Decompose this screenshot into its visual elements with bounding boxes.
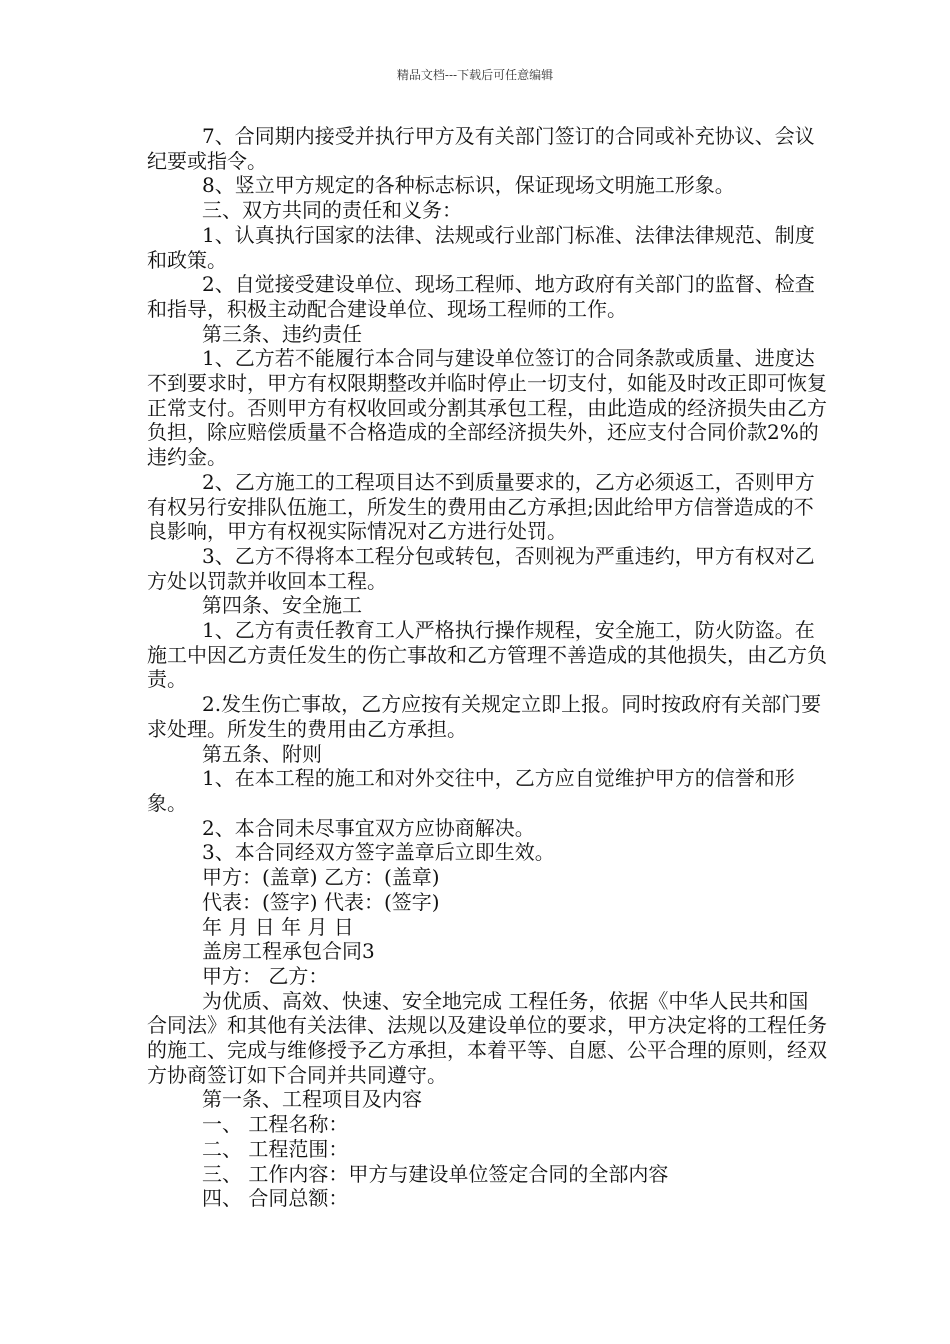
paragraph: 1、在本工程的施工和对外交往中，乙方应自觉维护甲方的信誉和形象。 bbox=[147, 766, 795, 815]
date-line: 年 月 日 年 月 日 bbox=[202, 914, 354, 939]
list-item: 一、 工程名称： bbox=[202, 1112, 349, 1137]
document-body bbox=[147, 124, 827, 1211]
paragraph: 8、竖立甲方规定的各种标志标识，保证现场文明施工形象。 bbox=[202, 173, 735, 198]
section-heading: 第五条、附则 bbox=[202, 741, 322, 766]
section-heading: 第四条、安全施工 bbox=[202, 593, 362, 618]
parties-line: 甲方： 乙方： bbox=[202, 963, 329, 988]
paragraph: 2、乙方施工的工程项目达不到质量要求的，乙方必须返工，否则甲方有权另行安排队伍施工，所发生的费用由乙方承担;因此给甲方信誉造成的不良影响，甲方有权视实际情况对乙方进行处罚。 bbox=[147, 469, 815, 544]
section-heading: 第一条、工程项目及内容 bbox=[202, 1087, 422, 1112]
signature-line: 代表：(签字) 代表：(签字) bbox=[202, 889, 440, 914]
paragraph: 2、本合同未尽事宜双方应协商解决。 bbox=[202, 815, 535, 840]
signature-line: 甲方：(盖章) 乙方：(盖章) bbox=[202, 865, 440, 890]
paragraph: 2、自觉接受建设单位、现场工程师、地方政府有关部门的监督、检查和指导，积极主动配合建设单位、现场工程师的工作。 bbox=[147, 272, 815, 321]
contract-title: 盖房工程承包合同3 bbox=[202, 939, 375, 964]
paragraph: 1、乙方若不能履行本合同与建设单位签订的合同条款或质量、进度达不到要求时，甲方有权限期整改并临时停止一切支付，如能及时改正即可恢复正常支付。否则甲方有权收回或分割其承包工程，由此造成的经济损失由乙方负担，除应赔偿质量不合格造成的全部经济损失外，还应支付合同价款2%的违约金。 bbox=[147, 346, 827, 470]
section-heading: 第三条、违约责任 bbox=[202, 321, 362, 346]
paragraph: 7、合同期内接受并执行甲方及有关部门签订的合同或补充协议、会议纪要或指令。 bbox=[147, 124, 815, 173]
list-item: 三、 工作内容：甲方与建设单位签定合同的全部内容 bbox=[202, 1161, 669, 1186]
paragraph: 3、本合同经双方签字盖章后立即生效。 bbox=[202, 840, 555, 865]
paragraph: 2.发生伤亡事故，乙方应按有关规定立即上报。同时按政府有关部门要求处理。所发生的费用由乙方承担。 bbox=[147, 692, 822, 741]
list-item: 二、 工程范围： bbox=[202, 1136, 349, 1161]
section-heading: 三、双方共同的责任和义务： bbox=[202, 198, 462, 223]
list-item: 四、 合同总额： bbox=[202, 1186, 349, 1211]
paragraph: 1、乙方有责任教育工人严格执行操作规程，安全施工，防火防盗。在施工中因乙方责任发生的伤亡事故和乙方管理不善造成的其他损失，由乙方负责。 bbox=[147, 618, 827, 692]
page-header: 精品文档---下载后可任意编辑 bbox=[396, 68, 554, 82]
paragraph: 3、乙方不得将本工程分包或转包，否则视为严重违约，甲方有权对乙方处以罚款并收回本工程。 bbox=[147, 543, 815, 593]
paragraph: 1、认真执行国家的法律、法规或行业部门标准、法律法律规范、制度和政策。 bbox=[147, 222, 815, 272]
paragraph: 为优质、高效、快速、安全地完成 工程任务，依据《中华人民共和国合同法》和其他有关法律、法规以及建设单位的要求，甲方决定将的工程任务的施工、完成与维修授予乙方承担，本着平等、自愿、公平合理的原则，经双方协商签订如下合同并共同遵守。 bbox=[147, 988, 827, 1087]
